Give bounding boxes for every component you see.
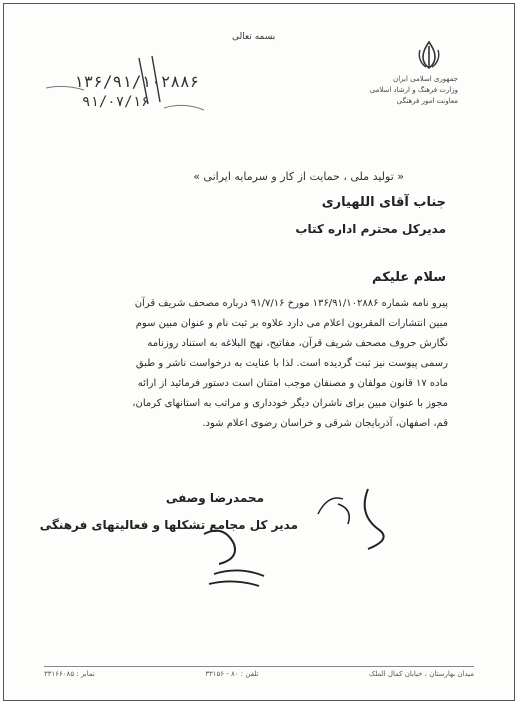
recipient-title: مدیرکل محترم اداره کتاب: [295, 222, 446, 236]
ministry-header: [368, 74, 458, 107]
iran-emblem-icon: [416, 40, 442, 70]
reference-block: [44, 54, 214, 114]
body-line: پیرو نامه شماره ۱۳۶/۹۱/۱۰۲۸۸۶ مورخ ۹۱/۷/۱۶ درباره مصحف شریف قرآن: [134, 298, 448, 309]
reference-date: ۹۱/۰۷/۱۶: [82, 94, 150, 110]
greeting: سلام علیکم: [372, 270, 446, 285]
signer-title: مدیر کل مجامع تشکلها و فعالیتهای فرهنگی: [39, 518, 298, 532]
body-line: رسمی پیوست نیز ثبت گردیده است. لذا با عنایت به درخواست ناشر و طبق: [135, 358, 448, 369]
slogan: « تولید ملی ، حمایت از کار و سرمایه ایرانی »: [193, 170, 404, 183]
body-line: ماده ۱۷ قانون مولفان و مصنفان موجب امتنان است دستور فرمائید از ارائه: [137, 378, 448, 389]
footer-address: میدان بهارستان ، خیابان کمال الملک: [368, 670, 474, 678]
body-line: نگارش حروف مصحف شریف قرآن، مفاتیح، نهج البلاغه به استناد روزنامه: [147, 338, 448, 349]
ministry-line: جمهوری اسلامی ایران: [393, 75, 458, 83]
besmeh-heading: بسمه تعالی: [232, 32, 276, 42]
footer-divider: [44, 666, 474, 667]
official-letter: [3, 3, 515, 701]
body-line: قم، اصفهان، آذربایجان شرقی و خراسان رضوی اعلام شود.: [202, 418, 448, 429]
signature-icon: [298, 474, 408, 584]
reference-number: ۱۳۶/۹۱/۱۰۲۸۸۶: [74, 72, 200, 91]
body-line: مجوز با عنوان مبین برای ناشران دیگر خودداری و مراتب به استانهای کرمان،: [132, 398, 448, 409]
signer-name: محمدرضا وصفی: [165, 491, 264, 505]
footer-phone: تلفن : ۸۰ - ۳۳۱۵۶: [205, 670, 259, 678]
letter-body: [68, 294, 448, 434]
body-line: مبین انتشارات المقربون اعلام می دارد علاوه بر ثبت نام و عنوان مبین سوم: [135, 318, 448, 329]
ministry-line: معاونت امور فرهنگی: [396, 97, 458, 105]
signature-flourish-icon: [184, 504, 294, 594]
recipient-name: جناب آقای اللهیاری: [321, 195, 446, 210]
footer: [44, 670, 474, 678]
footer-fax: نمابر : ۳۳۱۶۶۰۸۵: [44, 670, 95, 678]
ministry-line: وزارت فرهنگ و ارشاد اسلامی: [369, 86, 458, 94]
